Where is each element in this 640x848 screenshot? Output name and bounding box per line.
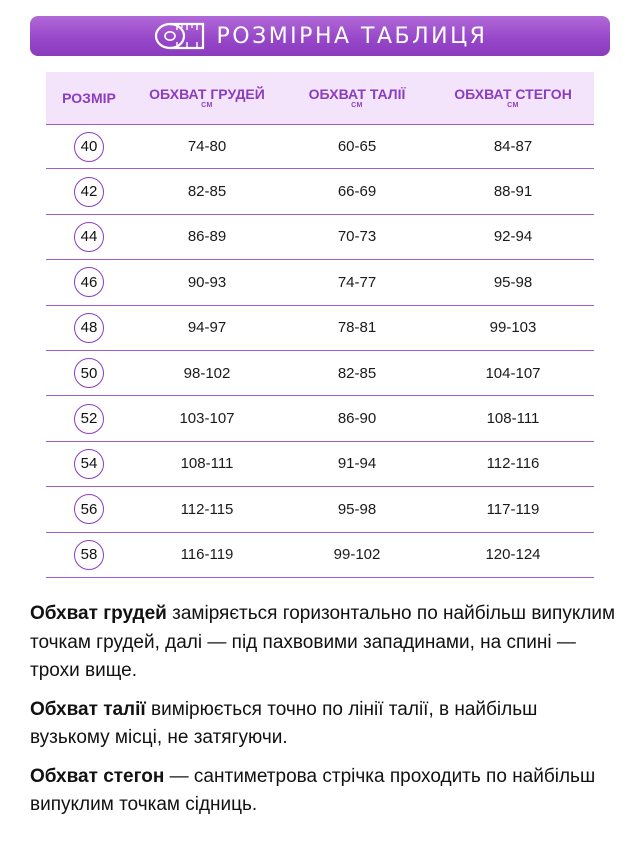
banner-content <box>153 21 488 51</box>
note-text: заміряється горизонтально по найбільш випуклим точкам грудей, далі — під пахвовими западинами, на спині — трохи вище. <box>30 603 616 681</box>
hips-cell: 117-119 <box>486 500 540 518</box>
size-cell <box>46 267 132 297</box>
hips-cell: 92-94 <box>493 228 533 246</box>
waist-cell: 95-98 <box>337 500 377 518</box>
size-cell <box>46 313 132 343</box>
size-badge: 44 <box>74 222 104 252</box>
bust-cell: 98-102 <box>183 364 231 382</box>
header-hips <box>432 87 594 110</box>
waist-cell: 78-81 <box>337 319 377 337</box>
size-cell <box>46 494 132 524</box>
table-row <box>46 124 594 169</box>
size-cell <box>46 449 132 479</box>
size-cell <box>46 358 132 388</box>
table-row <box>46 396 594 441</box>
note-term: Обхват талії <box>30 698 146 720</box>
hips-cell: 88-91 <box>493 183 533 201</box>
waist-cell: 74-77 <box>337 273 377 291</box>
header-size: РОЗМІР <box>62 89 116 106</box>
header-bust-label: ОБХВАТ ГРУДЕЙ <box>149 85 265 102</box>
note-hips <box>30 763 620 820</box>
bust-cell: 103-107 <box>179 410 235 428</box>
header-bust-unit: СМ <box>201 101 213 109</box>
table-row <box>46 215 594 260</box>
size-cell <box>46 222 132 252</box>
size-badge: 54 <box>74 449 104 479</box>
bust-cell: 74-80 <box>187 138 227 156</box>
note-term: Обхват стегон <box>30 765 165 787</box>
table-row <box>46 351 594 396</box>
bust-cell: 94-97 <box>187 319 227 337</box>
bust-cell: 112-115 <box>180 500 234 518</box>
note-text: — сантиметрова стрічка проходить по найбільш випуклим точкам сідниць. <box>30 765 596 815</box>
hips-cell: 99-103 <box>489 319 537 337</box>
table-row <box>46 169 594 214</box>
note-text: вимірюється точно по лінії талії, в найбільш вузькому місці, не затягуючи. <box>30 698 538 748</box>
header-bust <box>132 87 282 110</box>
measurement-notes <box>30 600 620 830</box>
table-row <box>46 487 594 532</box>
hips-cell: 95-98 <box>493 273 533 291</box>
size-table <box>46 72 594 578</box>
header-waist-unit: СМ <box>351 101 363 109</box>
waist-cell: 60-65 <box>337 138 377 156</box>
waist-cell: 70-73 <box>337 228 377 246</box>
hips-cell: 104-107 <box>485 364 541 382</box>
size-badge: 52 <box>74 404 104 434</box>
bust-cell: 116-119 <box>180 546 234 564</box>
size-badge: 48 <box>74 313 104 343</box>
header-waist <box>282 87 432 110</box>
waist-cell: 91-94 <box>337 455 377 473</box>
note-waist <box>30 696 620 753</box>
hips-cell: 84-87 <box>493 138 533 156</box>
waist-cell: 99-102 <box>333 546 381 564</box>
table-header <box>46 72 594 124</box>
table-row <box>46 306 594 351</box>
note-term: Обхват грудей <box>30 603 167 624</box>
size-cell <box>46 540 132 570</box>
waist-cell: 66-69 <box>337 183 377 201</box>
size-badge: 58 <box>74 540 104 570</box>
header-waist-label: ОБХВАТ ТАЛІЇ <box>308 85 406 102</box>
waist-cell: 86-90 <box>337 410 377 428</box>
table-body <box>46 124 594 578</box>
size-cell <box>46 177 132 207</box>
hips-cell: 108-111 <box>486 410 540 428</box>
size-cell <box>46 404 132 434</box>
measuring-tape-icon <box>153 21 209 51</box>
size-badge: 56 <box>74 494 104 524</box>
size-badge: 40 <box>74 132 104 162</box>
waist-cell: 82-85 <box>337 364 377 382</box>
table-row <box>46 260 594 305</box>
table-row <box>46 533 594 578</box>
bust-cell: 82-85 <box>187 183 227 201</box>
table-row <box>46 442 594 487</box>
header-hips-unit: СМ <box>507 101 519 109</box>
size-badge: 50 <box>74 358 104 388</box>
size-cell <box>46 132 132 162</box>
note-bust <box>30 600 620 686</box>
bust-cell: 90-93 <box>187 273 227 291</box>
bust-cell: 108-111 <box>180 455 234 473</box>
size-badge: 46 <box>74 267 104 297</box>
header-hips-label: ОБХВАТ СТЕГОН <box>454 85 572 102</box>
hips-cell: 112-116 <box>486 455 540 473</box>
banner-title: РОЗМІРНА ТАБЛИЦЯ <box>216 23 488 49</box>
size-badge: 42 <box>74 177 104 207</box>
bust-cell: 86-89 <box>187 228 227 246</box>
hips-cell: 120-124 <box>485 546 541 564</box>
size-chart-banner <box>30 16 610 56</box>
